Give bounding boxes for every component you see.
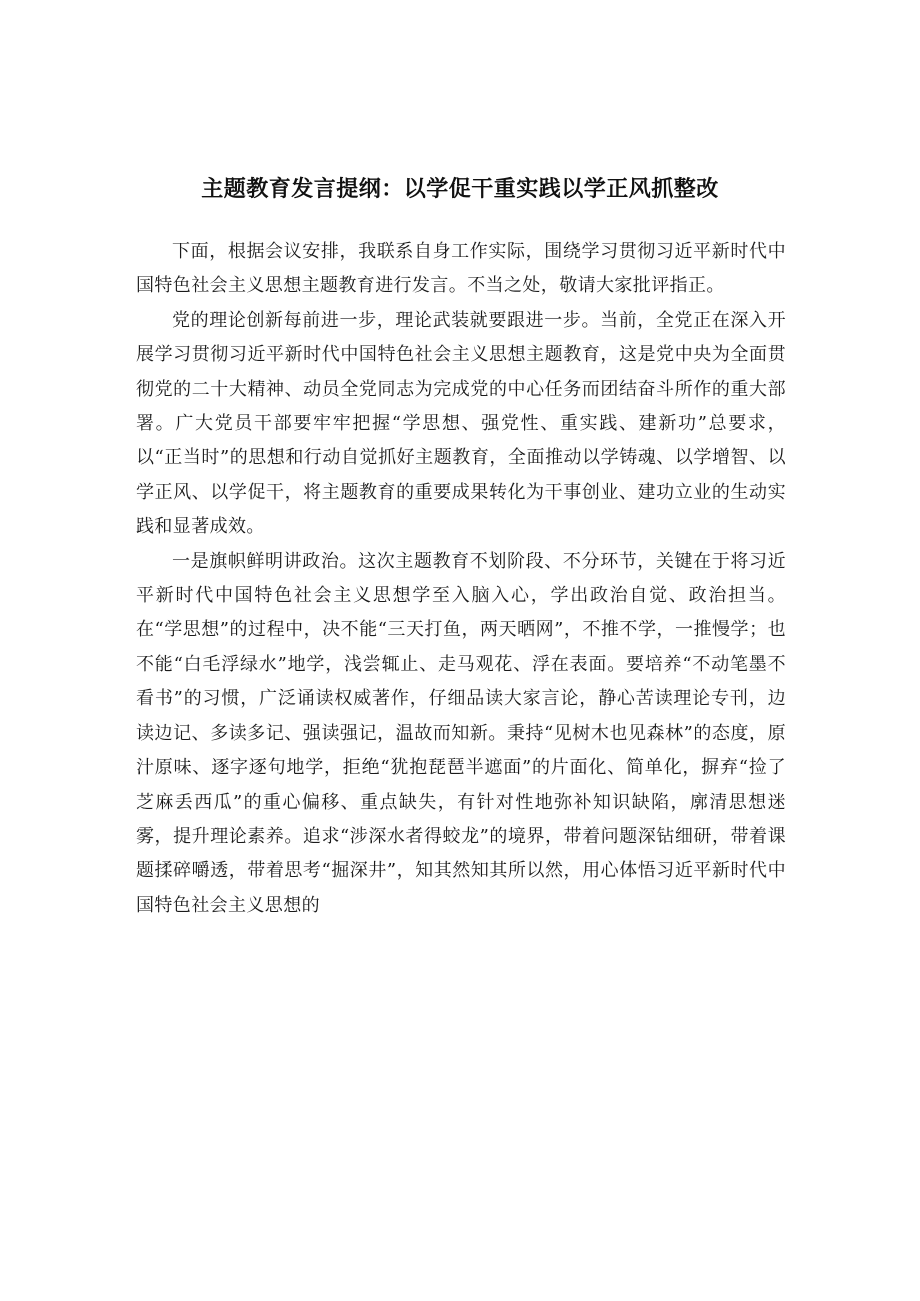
document-body [136,235,786,923]
paragraph-background: 党的理论创新每前进一步，理论武装就要跟进一步。当前，全党正在深入开展学习贯彻习近平新时代中国特色社会主义思想主题教育，这是党中央为全面贯彻党的二十大精神、动员全党同志为完成党的中心任务而团结奋斗所作的重大部署。广大党员干部要牢牢把握“学思想、强党性、重实践、建新功”总要求，以“正当时”的思想和行动自觉抓好主题教育，全面推动以学铸魂、以学增智、以学正风、以学促干，将主题教育的重要成果转化为干事创业、建功立业的生动实践和显著成效。 [136,309,786,538]
paragraph-point-one: 一是旗帜鲜明讲政治。这次主题教育不划阶段、不分环节，关键在于将习近平新时代中国特色社会主义思想学至入脑入心，学出政治自觉、政治担当。在“学思想”的过程中，决不能“三天打鱼，两天晒网”，不推不学，一推慢学；也不能“白毛浮绿水”地学，浅尝辄止、走马观花、浮在表面。要培养“不动笔墨不看书”的习惯，广泛诵读权威著作，仔细品读大家言论，静心苦读理论专刊，边读边记、多读多记、强读强记，温故而知新。秉持“见树木也见森林”的态度，原汁原味、逐字逐句地学，拒绝“犹抱琵琶半遮面”的片面化、简单化，摒弃“捡了芝麻丢西瓜”的重心偏移、重点缺失，有针对性地弥补知识缺陷，廓清思想迷雾，提升理论素养。追求“涉深水者得蛟龙”的境界，带着问题深钻细研，带着课题揉碎嚼透，带着思考“掘深井”，知其然知其所以然，用心体悟习近平新时代中国特色社会主义思想的 [136,550,786,916]
document-title: 主题教育发言提纲：以学促干重实践以学正风抓整改 [201,177,719,202]
paragraph-intro: 下面，根据会议安排，我联系自身工作实际，围绕学习贯彻习近平新时代中国特色社会主义思想主题教育进行发言。不当之处，敬请大家批评指正。 [136,241,786,297]
